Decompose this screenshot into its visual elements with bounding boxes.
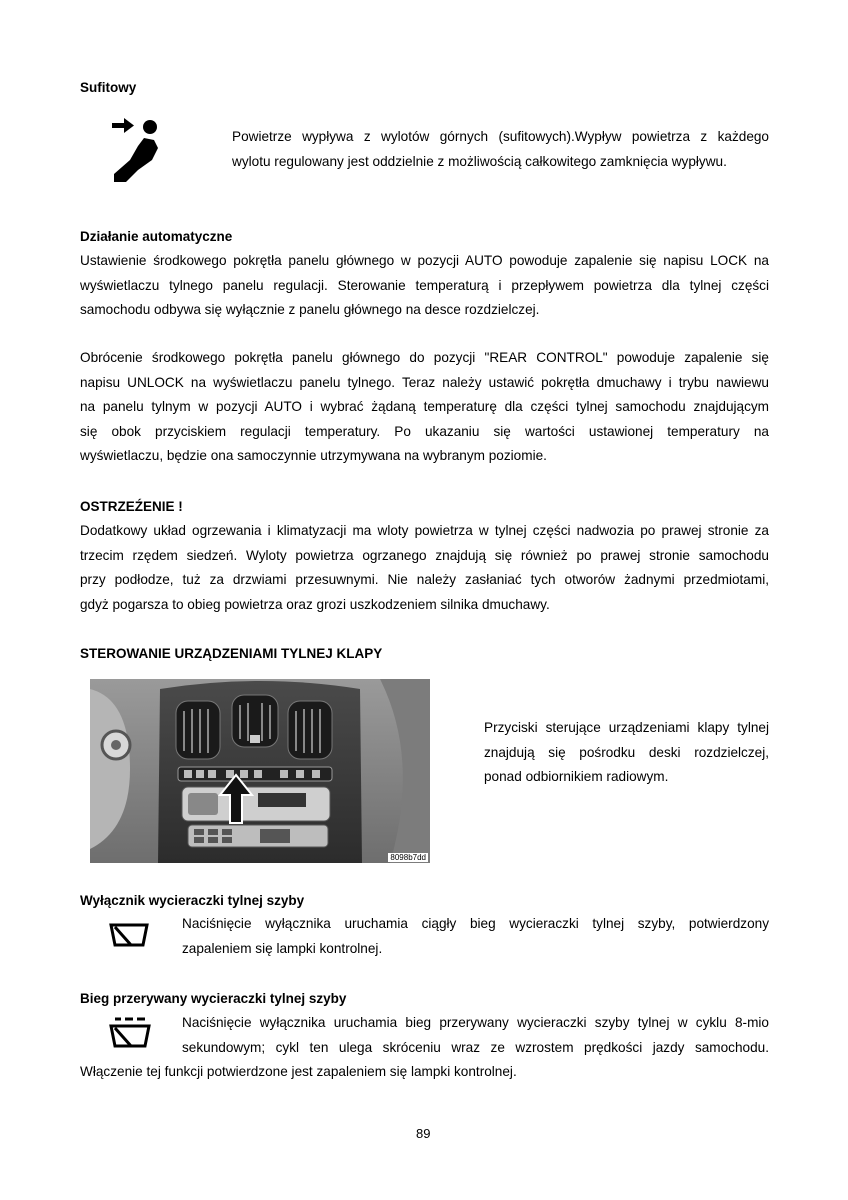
paragraph-sufitowy (232, 125, 769, 174)
text-line: Dodatkowy układ ogrzewania i klimatyzacji ma wloty powietrza w tylnej części nadwozia po prawej stronie za (80, 523, 769, 538)
heading-auto: Działanie automatyczne (80, 229, 233, 244)
dashboard-illustration (90, 679, 430, 863)
heading-intermittent: Bieg przerywany wycieraczki tylnej szyby (80, 991, 347, 1006)
text-line: przy podłodze, tuż za drzwiami przesuwnymi. Nie należy zasłaniać tych otworów żadnymi przedmiotami, (80, 572, 769, 588)
text-line: gdyż pogarsza to obieg powietrza oraz grozi uszkodzeniem silnika dmuchawy. (80, 596, 550, 612)
heading-wiper: Wyłącznik wycieraczki tylnej szyby (80, 893, 305, 908)
text-line: na panelu tylnym w pozycji AUTO i wybrać żądaną temperaturę dla części tylnej samochodu znajdującym (80, 399, 769, 415)
paragraph-auto-2 (80, 346, 769, 469)
text-line: wylotu regulowany jest oddzielnie z możliwością całkowitego zamknięcia wypływu. (232, 153, 727, 169)
paragraph-tailgate (484, 716, 769, 790)
paragraph-warning (80, 519, 769, 617)
text-line: ponad odbiornikiem radiowym. (484, 769, 669, 785)
text-line: zapaleniem się lampki kontrolnej. (182, 940, 383, 956)
text-line: Przyciski sterujące urządzeniami klapy tylnej (484, 720, 769, 735)
text-line: wyświetlaczu tylnego panelu regulacji. Sterowanie temperaturą i przepływem powietrza dla tylnej części (80, 277, 769, 293)
paragraph-intermittent (80, 1011, 769, 1085)
ceiling-vent-airflow-icon (108, 116, 164, 186)
text-line: Naciśnięcie wyłącznika uruchamia bieg przerywany wycieraczki szyby tylnej w cyklu 8-mio (182, 1015, 769, 1030)
heading-sufitowy: Sufitowy (80, 80, 137, 95)
text-line: Ustawienie środkowego pokrętła panelu głównego w pozycji AUTO powoduje zapalenie się napisu LOCK na (80, 253, 769, 268)
text-line: Powietrze wypływa z wylotów górnych (sufitowych).Wypływ powietrza z każdego (232, 129, 769, 144)
text-line: samochodu odbywa się wyłącznie z panelu głównego na desce rozdzielczej. (80, 302, 540, 318)
text-line: sekundowym; cykl ten ulega skróceniu wraz ze wzrostem prędkości jazdy samochodu. (182, 1039, 769, 1055)
text-line: znajdują się pośrodku deski rozdzielczej, (484, 744, 769, 760)
dashboard-photo (90, 679, 430, 863)
paragraph-auto-1 (80, 249, 769, 323)
photo-code: 8098b7dd (390, 853, 426, 862)
text-line: trzecim rzędem siedzeń. Wyloty powietrza ogrzanego znajdują się również po prawej stronie samochodu (80, 547, 769, 563)
paragraph-wiper (182, 912, 769, 961)
text-line: napisu UNLOCK na wyświetlaczu panelu tylnego. Teraz należy ustawić pokrętła dmuchawy i trybu nawiewu (80, 374, 769, 390)
heading-warning: OSTRZEŹENIE ! (80, 499, 183, 514)
text-line: Włączenie tej funkcji potwierdzone jest zapaleniem się lampki kontrolnej. (80, 1064, 517, 1080)
rear-wiper-icon (109, 923, 149, 949)
text-line: Naciśnięcie wyłącznika uruchamia ciągły bieg wycieraczki tylnej szyby, potwierdzony (182, 916, 769, 931)
text-line: się obok przyciskiem regulacji temperatury. Po ukazaniu się wartości ustawionej temperatury na (80, 423, 769, 439)
text-line: wyświetlaczu, będzie ona samoczynnie utrzymywana na wybranym poziomie. (80, 448, 547, 464)
text-line: Obrócenie środkowego pokrętła panelu głównego do pozycji "REAR CONTROL" powoduje zapalenie się (80, 350, 769, 365)
page-number: 89 (416, 1126, 431, 1141)
heading-tailgate: STEROWANIE URZĄDZENIAMI TYLNEJ KLAPY (80, 646, 383, 661)
